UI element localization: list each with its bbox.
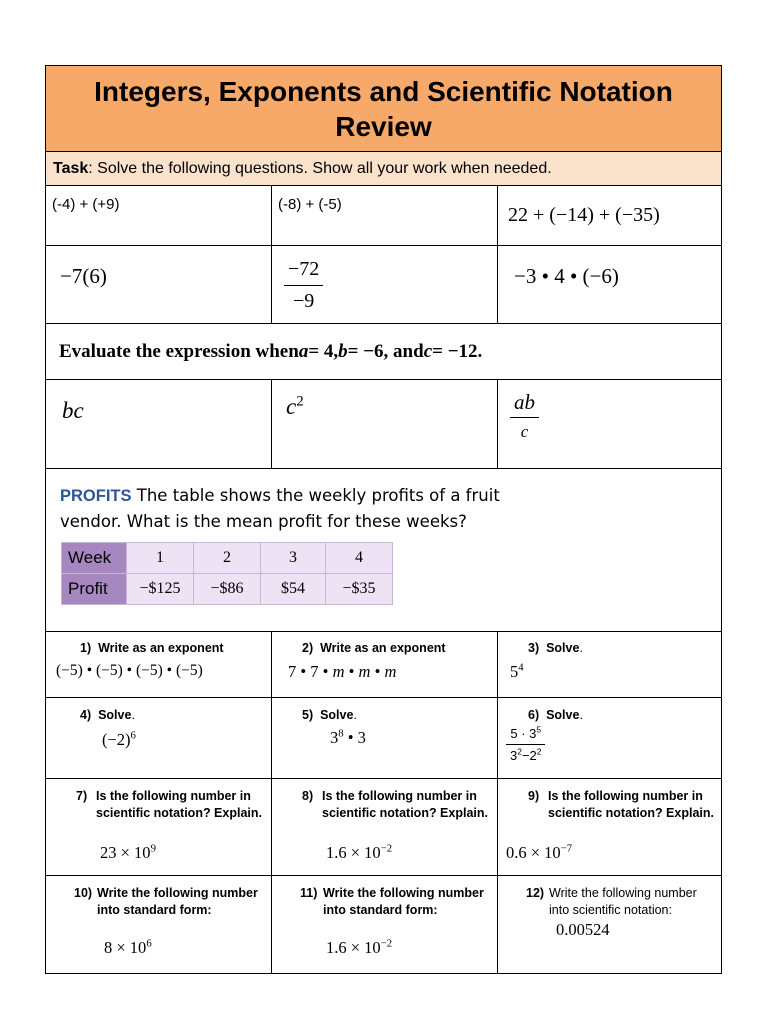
question-text: Is the following number in scientific notation? Explain. bbox=[96, 789, 262, 820]
question-text: Solve bbox=[546, 641, 580, 655]
mantissa: 0.6 × 10 bbox=[506, 843, 561, 862]
exponent: 4 bbox=[518, 661, 524, 674]
problem-cell[interactable] bbox=[498, 246, 721, 323]
question-cell[interactable] bbox=[498, 698, 721, 778]
question-text: Solve bbox=[320, 708, 354, 722]
question-cell[interactable] bbox=[272, 779, 498, 875]
question-number: 4) bbox=[80, 708, 92, 722]
question-text: Write the following number into standard form: bbox=[323, 886, 484, 917]
question-cell[interactable] bbox=[498, 632, 721, 697]
profits-question bbox=[60, 483, 530, 534]
expression-part: −2 bbox=[521, 748, 537, 763]
exponent: −7 bbox=[560, 842, 573, 855]
question-text: . bbox=[579, 708, 583, 722]
problem-text: bc bbox=[62, 398, 84, 423]
problem-cell[interactable] bbox=[498, 380, 721, 468]
task-label: Task bbox=[53, 159, 89, 177]
integer-product-row bbox=[46, 246, 721, 324]
question-cell[interactable] bbox=[272, 632, 498, 697]
question-cell[interactable] bbox=[46, 876, 272, 973]
expression-part: • bbox=[370, 662, 385, 681]
problem-text: −7(6) bbox=[60, 264, 107, 288]
question-row bbox=[46, 632, 721, 698]
question-label bbox=[528, 640, 583, 657]
fraction-bar bbox=[284, 285, 323, 286]
question-expression bbox=[506, 843, 572, 863]
question-text: Write the following number into scientific notation: bbox=[549, 886, 697, 917]
task-text: : Solve the following questions. Show all your work when needed. bbox=[88, 159, 552, 177]
problem-text: −3 • 4 • (−6) bbox=[514, 264, 619, 288]
table-row bbox=[62, 543, 393, 574]
expression-part: 5 · 3 bbox=[510, 726, 537, 741]
question-text: . bbox=[579, 641, 583, 655]
expression-part: 7 • 7 • bbox=[288, 662, 333, 681]
question-label bbox=[526, 885, 716, 919]
exponent: 9 bbox=[150, 842, 156, 855]
question-label bbox=[302, 707, 357, 724]
evaluate-instructions bbox=[46, 324, 721, 380]
fraction-denominator bbox=[506, 748, 545, 763]
problem-text bbox=[286, 394, 304, 420]
fraction-denominator: −9 bbox=[293, 290, 315, 312]
profit-table bbox=[61, 542, 393, 605]
problem-cell[interactable] bbox=[272, 380, 498, 468]
problem-cell[interactable] bbox=[46, 380, 272, 468]
exponent: 2 bbox=[517, 746, 522, 757]
variable-m: m bbox=[358, 662, 371, 681]
question-label bbox=[74, 885, 269, 919]
base: 5 bbox=[510, 662, 519, 681]
question-text: Is the following number in scientific notation? Explain. bbox=[548, 789, 714, 820]
worksheet bbox=[45, 65, 722, 974]
problem-text: (-4) + (+9) bbox=[52, 196, 120, 213]
profits-text: The table shows the weekly profits of a fruit vendor. What is the mean profit for these weeks? bbox=[60, 486, 500, 531]
question-number: 8) bbox=[302, 789, 314, 803]
question-expression: 0.00524 bbox=[556, 920, 610, 939]
question-cell[interactable] bbox=[498, 779, 721, 875]
problem-cell[interactable] bbox=[272, 186, 498, 245]
question-number: 2) bbox=[302, 641, 314, 655]
fraction-numerator: ab bbox=[514, 390, 535, 414]
question-row bbox=[46, 698, 721, 779]
question-expression bbox=[288, 662, 396, 682]
question-number: 7) bbox=[76, 789, 88, 803]
question-cell[interactable] bbox=[272, 876, 498, 973]
question-cell[interactable] bbox=[272, 698, 498, 778]
table-header: Profit bbox=[62, 574, 127, 605]
question-expression bbox=[330, 728, 366, 748]
variable-expression-row bbox=[46, 380, 721, 469]
expression-part: • 3 bbox=[343, 728, 366, 747]
exponent: 8 bbox=[338, 727, 344, 740]
question-cell[interactable] bbox=[46, 698, 272, 778]
question-number: 6) bbox=[528, 708, 540, 722]
question-cell[interactable] bbox=[46, 632, 272, 697]
evaluate-text: = −6, and bbox=[347, 340, 424, 362]
variable-m: m bbox=[384, 662, 397, 681]
question-number: 11) bbox=[300, 886, 318, 900]
exponent: −2 bbox=[380, 842, 393, 855]
question-cell[interactable] bbox=[46, 779, 272, 875]
fraction-numerator: −72 bbox=[288, 258, 320, 280]
question-text: Solve bbox=[546, 708, 580, 722]
question-text: Is the following number in scientific notation? Explain. bbox=[322, 789, 488, 820]
problem-cell[interactable] bbox=[46, 246, 272, 323]
question-expression bbox=[104, 938, 152, 958]
fraction bbox=[284, 258, 323, 313]
table-cell: 4 bbox=[326, 543, 393, 574]
question-row bbox=[46, 779, 721, 876]
question-cell[interactable] bbox=[498, 876, 721, 973]
evaluate-text: Evaluate the expression when bbox=[59, 340, 299, 362]
question-label bbox=[300, 885, 495, 919]
table-cell: $54 bbox=[261, 574, 326, 605]
table-cell: 2 bbox=[194, 543, 261, 574]
variable-b: b bbox=[338, 340, 348, 362]
profits-keyword: PROFITS bbox=[60, 487, 132, 505]
question-text: Write as an exponent bbox=[98, 641, 224, 655]
page-title: Integers, Exponents and Scientific Notation Review bbox=[94, 75, 673, 142]
mantissa: 8 × 10 bbox=[104, 938, 147, 957]
question-expression bbox=[102, 730, 136, 750]
evaluate-text: = −12. bbox=[432, 340, 483, 362]
fraction-numerator bbox=[506, 726, 545, 741]
question-label bbox=[80, 707, 135, 724]
title-banner bbox=[46, 66, 721, 152]
base: c bbox=[286, 394, 297, 419]
table-cell: 1 bbox=[127, 543, 194, 574]
exponent: 5 bbox=[536, 724, 542, 735]
variable-c: c bbox=[423, 340, 433, 362]
mantissa: 23 × 10 bbox=[100, 843, 151, 862]
variable-a: a bbox=[298, 340, 309, 362]
problem-cell[interactable] bbox=[46, 186, 272, 245]
fraction-denominator: c bbox=[520, 422, 529, 441]
question-number: 5) bbox=[302, 708, 314, 722]
problem-cell[interactable] bbox=[272, 246, 498, 323]
fraction bbox=[510, 390, 539, 442]
question-expression bbox=[326, 938, 392, 958]
base: (−2) bbox=[102, 730, 131, 749]
profits-problem bbox=[46, 469, 721, 632]
expression-part: 3 bbox=[510, 748, 518, 763]
evaluate-text: = 4, bbox=[308, 340, 339, 362]
question-label bbox=[80, 640, 224, 657]
question-label bbox=[302, 640, 446, 657]
exponent: −2 bbox=[380, 937, 393, 950]
problem-cell[interactable] bbox=[498, 186, 721, 245]
question-text: Solve bbox=[98, 708, 132, 722]
exponent: 6 bbox=[146, 937, 152, 950]
question-expression bbox=[510, 662, 524, 682]
question-expression bbox=[100, 843, 156, 863]
table-cell: −$86 bbox=[194, 574, 261, 605]
table-cell: −$125 bbox=[127, 574, 194, 605]
fraction-bar bbox=[506, 744, 545, 745]
question-expression: (−5) • (−5) • (−5) • (−5) bbox=[56, 662, 203, 679]
fraction bbox=[506, 726, 545, 763]
table-cell: 3 bbox=[261, 543, 326, 574]
base: 3 bbox=[330, 728, 339, 747]
question-number: 1) bbox=[80, 641, 92, 655]
question-text: Write the following number into standard form: bbox=[97, 886, 258, 917]
exponent: 2 bbox=[296, 393, 304, 410]
table-row bbox=[62, 574, 393, 605]
question-label bbox=[528, 707, 583, 724]
exponent: 2 bbox=[536, 746, 542, 757]
expression-part: • bbox=[344, 662, 359, 681]
table-cell: −$35 bbox=[326, 574, 393, 605]
mantissa: 1.6 × 10 bbox=[326, 938, 381, 957]
mantissa: 1.6 × 10 bbox=[326, 843, 381, 862]
question-number: 12) bbox=[526, 886, 545, 900]
question-text: . bbox=[131, 708, 135, 722]
problem-text: (-8) + (-5) bbox=[278, 196, 342, 213]
fraction-bar bbox=[510, 417, 539, 418]
variable-m: m bbox=[332, 662, 345, 681]
question-number: 9) bbox=[528, 789, 540, 803]
question-text: . bbox=[353, 708, 357, 722]
question-label bbox=[302, 788, 492, 822]
question-label bbox=[528, 788, 716, 822]
question-number: 10) bbox=[74, 886, 93, 900]
integer-sum-row bbox=[46, 186, 721, 246]
table-header: Week bbox=[62, 543, 127, 574]
question-label bbox=[76, 788, 266, 822]
question-row bbox=[46, 876, 721, 973]
task-instructions bbox=[46, 152, 721, 186]
question-number: 3) bbox=[528, 641, 540, 655]
problem-text: 22 + (−14) + (−35) bbox=[508, 204, 660, 226]
exponent: 6 bbox=[130, 729, 136, 742]
question-text: Write as an exponent bbox=[320, 641, 446, 655]
question-expression bbox=[326, 843, 392, 863]
